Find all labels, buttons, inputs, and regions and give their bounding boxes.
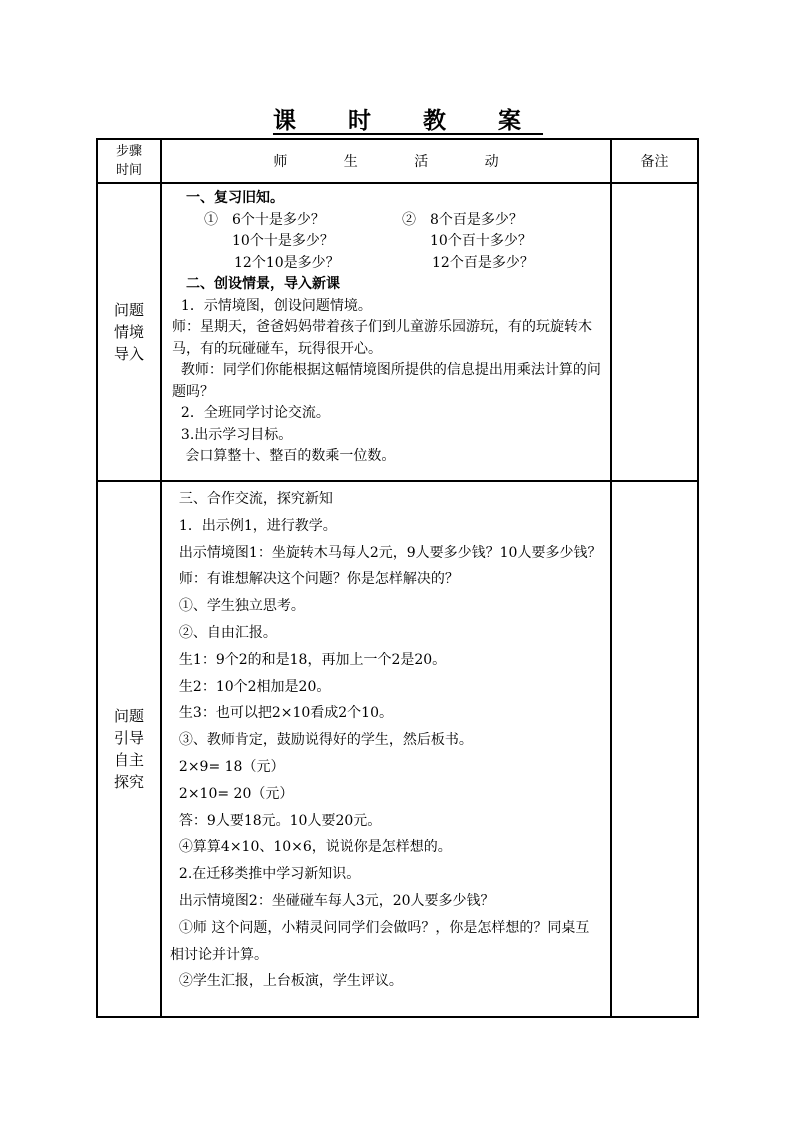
- step-line: 问题: [113, 707, 144, 725]
- section-heading: 二、创设情景，导入新课: [186, 276, 340, 292]
- content-line: ④算算4×10、10×6，说说你是怎样想的。: [170, 839, 452, 856]
- header-step-label: 步骤: [115, 144, 142, 159]
- review-question: ② 8个百是多少？: [402, 211, 523, 228]
- review-question: 12个10是多少？: [234, 254, 340, 271]
- content-line: 教师：同学们你能根据这幅情境图所提供的信息提出用乘法计算的问题吗？: [172, 362, 601, 400]
- step-line: 导入: [113, 345, 144, 363]
- review-question: 10个十是多少？: [232, 233, 334, 249]
- content-line: ②学生汇报，上台板演，学生评议。: [170, 973, 403, 990]
- content-line: 1．示情境图，创设问题情境。: [172, 297, 372, 314]
- content-line: 三、合作交流，探究新知: [170, 491, 333, 507]
- content-line: 3.出示学习目标。: [172, 426, 293, 443]
- step-line: 问题: [113, 301, 144, 319]
- content-line: 生2：10个2相加是20。: [170, 678, 331, 695]
- content-line: ③、教师肯定，鼓励说得好的学生，然后板书。: [170, 732, 473, 749]
- content-line: 生3：也可以把2×10看成2个10。: [170, 705, 393, 722]
- step-cell: [97, 183, 161, 481]
- content-line: 答：9人要18元。10人要20元。: [170, 812, 382, 829]
- header-step-time: [97, 139, 161, 183]
- content-line: 2×9= 18（元）: [170, 758, 285, 775]
- content-line: 2．全班同学讨论交流。: [172, 405, 330, 421]
- content-line: ①、学生独立思考。: [170, 598, 305, 615]
- content-line: 出示情境图1：坐旋转木马每人2元，9人要多少钱？10人要多少钱？: [170, 544, 602, 561]
- header-notes: 备注: [611, 139, 698, 183]
- content-line: 生1：9个2的和是18，再加上一个2是20。: [170, 651, 447, 668]
- section-heading: 一、复习旧知。: [186, 190, 284, 206]
- review-question: ① 6个十是多少？: [204, 211, 325, 228]
- step-line: 引导: [113, 729, 144, 747]
- lesson-plan-table: [96, 138, 699, 1018]
- review-question: 12个百是多少？: [432, 254, 534, 271]
- header-time-label: 时间: [115, 163, 142, 178]
- table-row: [97, 183, 698, 481]
- content-line: 2.在迁移类推中学习新知识。: [170, 866, 361, 883]
- content-line: 出示情境图2：坐碰碰车每人3元，20人要多少钱？: [170, 892, 495, 909]
- content-line: 会口算整十、整百的数乘一位数。: [172, 448, 396, 464]
- content-line: 师：星期天，爸爸妈妈带着孩子们到儿童游乐园游玩，有的玩旋转木马，有的玩碰碰车，玩得很开心。: [172, 319, 592, 357]
- activities-cell: [161, 183, 611, 481]
- page-title: 课 时 教 案: [272, 107, 544, 134]
- notes-cell: [611, 481, 698, 1017]
- table-row: [97, 481, 698, 1017]
- table-header-row: [97, 139, 698, 183]
- step-line: 情境: [113, 323, 144, 341]
- content-line: 1．出示例1，进行教学。: [170, 517, 337, 534]
- activities-cell: [161, 481, 611, 1017]
- step-line: 自主: [113, 751, 144, 769]
- review-question: 10个百十多少？: [430, 233, 532, 249]
- notes-cell: [611, 183, 698, 481]
- header-activities: 师 生 活 动: [161, 139, 611, 183]
- content-line: 2×10= 20（元）: [170, 785, 294, 802]
- content-line: ②、自由汇报。: [170, 624, 277, 641]
- content-line: 师：有谁想解决这个问题？你是怎样解决的？: [170, 571, 459, 588]
- content-line: ①师 这个问题，小精灵问同学们会做吗？，你是怎样想的？同桌互相讨论并计算。: [170, 919, 590, 963]
- step-cell: [97, 481, 161, 1017]
- step-line: 探究: [113, 773, 144, 791]
